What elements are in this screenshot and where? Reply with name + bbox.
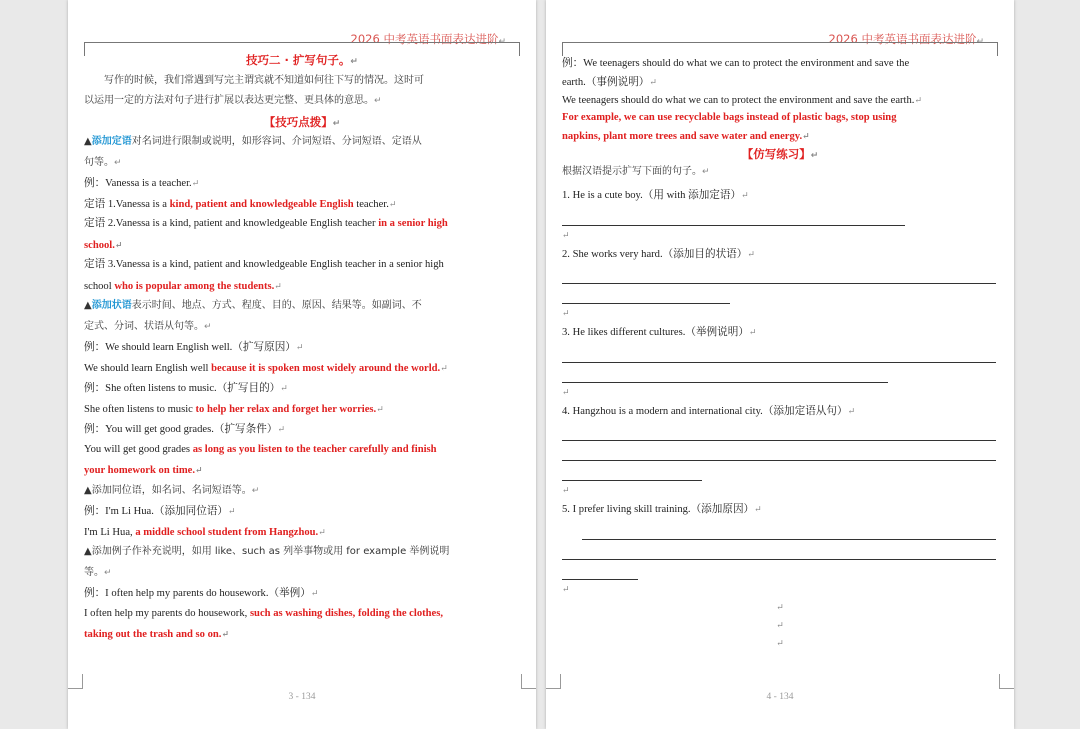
tips-heading: 【技巧点拨】↵ (263, 114, 341, 129)
answer-line[interactable] (562, 560, 638, 580)
example-line: 例：We teenagers should do what we can to protect the environment and save the (562, 58, 910, 69)
example-answer: You will get good grades as long as you listen to the teacher carefully and finish (84, 443, 437, 455)
example-answer: We teenagers should do what we can to protect the environment and save the earth.↵ (562, 95, 922, 106)
answer-line[interactable] (562, 461, 702, 481)
attributive-example-3-cont: school who is popular among the students.↵ (84, 280, 282, 292)
attributive-example-2-cont: school.↵ (84, 239, 123, 251)
answer-line[interactable] (562, 343, 996, 363)
triangle-icon: ▲ (84, 300, 92, 311)
page-number: 3 - 134 (288, 692, 316, 702)
question-5: 5. I prefer living skill training.（添加原因）↵ (562, 504, 762, 515)
page-number: 4 - 134 (766, 692, 794, 702)
document-page-right (546, 0, 1014, 729)
attributive-rule-cont: 句等。↵ (84, 156, 122, 168)
adverbial-rule-cont: 定式、分词、状语从句等。↵ (84, 320, 212, 332)
intro-paragraph: 写作的时候，我们常遇到写完主谓宾就不知道如何往下写的情况。这时可 (104, 74, 424, 86)
section-title: 技巧二 · 扩写句子。↵ (246, 53, 358, 67)
practice-instruction: 根据汉语提示扩写下面的句子。↵ (562, 166, 710, 177)
question-3: 3. He likes different cultures.（举例说明）↵ (562, 327, 757, 338)
answer-line[interactable] (562, 363, 888, 383)
adverbial-rule: ▲添加状语表示时间、地点、方式、程度、目的、原因、结果等。如副词、不 (84, 300, 422, 311)
attributive-example-3: 定语 3.Vanessa is a kind, patient and knowledgeable English teacher in a senior high (84, 259, 444, 270)
attributive-rule: ▲添加定语对名词进行限制或说明，如形容词、介词短语、分词短语、定语从 (84, 136, 422, 147)
example-rule-cont: 等。↵ (84, 566, 112, 578)
answer-line[interactable] (562, 441, 996, 461)
example-rule: ▲添加例子作补充说明，如用 like、such as 列举事物或用 for example 举例说明 (84, 546, 450, 557)
example-line: 例：She often listens to music.（扩写目的）↵ (84, 383, 288, 394)
practice-heading: 【仿写练习】↵ (741, 147, 819, 161)
question-4: 4. Hangzhou is a modern and international city.（添加定语从句）↵ (562, 405, 856, 417)
page-body: 例：We teenagers should do what we can to protect the environment and save the earth.（事例说明）↵ We teenagers should do what we can to protect the environment and save the earth.↵ For example, we can use recyclable bags instead of plastic bags, stop using napkins, plant more trees and save water and energy.↵ 【仿写练习】↵ 根据汉语提示扩写下面的句子。↵ 1. He is a cute boy.（用 with 添加定语）↵ ↵ 2. She works very hard.（添加目的状语）↵ ↵ 3. He likes different cultures.（举例说明）↵ ↵ 4. Hangzhou is a modern and international city.（添加定语从句）↵ ↵ 5. I prefer living skill training.（添加原因）↵ ↵ ↵ ↵ ↵ (562, 55, 998, 652)
appositive-rule: ▲添加同位语，如名词、名词短语等。↵ (84, 484, 260, 496)
page-body (84, 50, 520, 645)
answer-line[interactable] (562, 206, 905, 226)
example-answer: We should learn English well because it is spoken most widely around the world.↵ (84, 362, 448, 374)
example-answer: I often help my parents do housework, such as washing dishes, folding the clothes, (84, 607, 444, 619)
answer-line[interactable] (582, 520, 996, 540)
example-line: 例：We should learn English well.（扩写原因）↵ (84, 342, 304, 353)
example-answer: She often listens to music to help her relax and forget her worries.↵ (84, 403, 384, 415)
example-line: 例：I often help my parents do housework.（举例）↵ (84, 588, 319, 599)
intro-paragraph-cont: 以运用一定的方法对句子进行扩展以表达更完整、更具体的意思。↵ (84, 95, 382, 106)
question-1: 1. He is a cute boy.（用 with 添加定语）↵ (562, 190, 749, 201)
answer-line[interactable] (562, 264, 996, 284)
answer-line[interactable] (562, 421, 996, 441)
answer-line[interactable] (562, 284, 730, 304)
example-line-cont: earth.（事例说明）↵ (562, 77, 657, 88)
document-page-left (68, 0, 536, 729)
attributive-example-2: 定语 2.Vanessa is a kind, patient and knowledgeable English teacher in a senior high (84, 218, 448, 229)
question-2: 2. She works very hard.（添加目的状语）↵ (562, 248, 755, 260)
example-line: 例：You will get good grades.（扩写条件）↵ (84, 424, 285, 435)
example-answer-red-cont: napkins, plant more trees and save water and energy.↵ (562, 131, 810, 142)
triangle-icon: ▲ (84, 136, 92, 147)
example-answer-red: For example, we can use recyclable bags instead of plastic bags, stop using (562, 112, 897, 123)
page-header: 2026 中考英语书面表达进阶 ↵ (98, 25, 506, 47)
example-answer: I'm Li Hua, a middle school student from Hangzhou.↵ (84, 526, 326, 538)
example-answer-cont: taking out the trash and so on.↵ (84, 629, 230, 640)
page-header: 2026 中考英语书面表达进阶 ↵ (576, 25, 984, 47)
attributive-example-1: 定语 1.Vanessa is a kind, patient and knowledgeable English teacher.↵ (84, 198, 397, 210)
example-answer-cont: your homework on time.↵ (84, 465, 203, 476)
example-line: 例：I'm Li Hua.（添加同位语）↵ (84, 506, 236, 517)
answer-line[interactable] (562, 540, 996, 560)
example-line: 例：Vanessa is a teacher.↵ (84, 178, 200, 189)
header-title: 2026 中考英语书面表达进阶 (350, 32, 499, 46)
header-title: 2026 中考英语书面表达进阶 (828, 32, 977, 46)
